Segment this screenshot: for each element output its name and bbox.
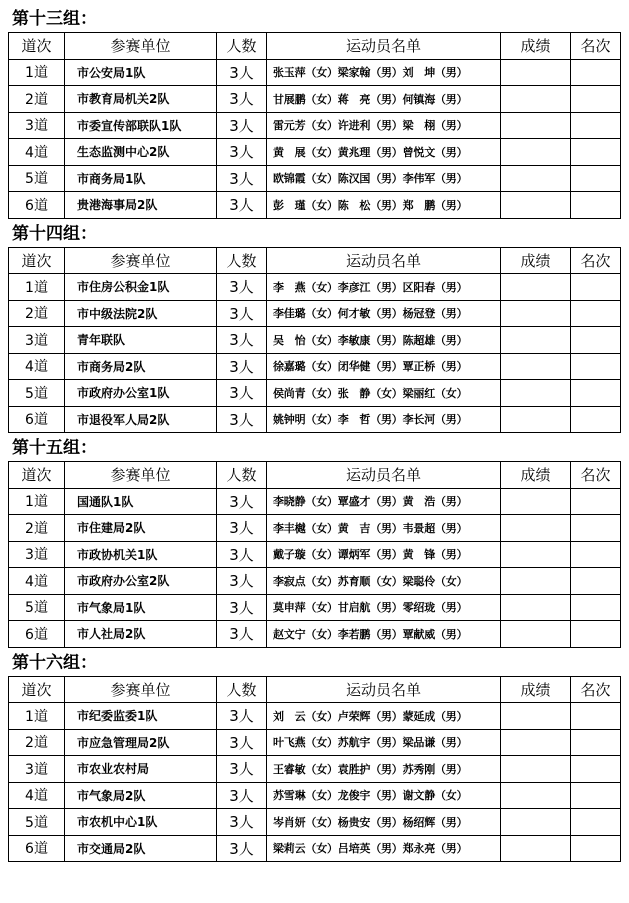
header-rank: 名次 bbox=[571, 676, 621, 703]
count-cell: 3人 bbox=[217, 139, 267, 166]
result-cell bbox=[501, 729, 571, 756]
unit-cell: 生态监测中心2队 bbox=[65, 139, 217, 166]
result-cell bbox=[501, 703, 571, 730]
rank-cell bbox=[571, 327, 621, 354]
table-row bbox=[9, 139, 621, 166]
header-result: 成绩 bbox=[501, 462, 571, 489]
table-row bbox=[9, 541, 621, 568]
athletes-cell: 甘展鹏（女）蒋 亮（男）何镇海（男） bbox=[267, 86, 501, 113]
result-cell bbox=[501, 327, 571, 354]
header-rank: 名次 bbox=[571, 247, 621, 274]
count-cell: 3人 bbox=[217, 112, 267, 139]
count-cell: 3人 bbox=[217, 406, 267, 433]
athletes-cell: 李寂点（女）苏育顺（女）梁聪伶（女） bbox=[267, 568, 501, 595]
header-row bbox=[9, 247, 621, 274]
result-cell bbox=[501, 756, 571, 783]
rank-cell bbox=[571, 809, 621, 836]
count-cell: 3人 bbox=[217, 327, 267, 354]
header-athletes: 运动员名单 bbox=[267, 676, 501, 703]
count-cell: 3人 bbox=[217, 756, 267, 783]
result-cell bbox=[501, 809, 571, 836]
table-row bbox=[9, 756, 621, 783]
count-cell: 3人 bbox=[217, 274, 267, 301]
header-count: 人数 bbox=[217, 247, 267, 274]
count-cell: 3人 bbox=[217, 515, 267, 542]
table-row bbox=[9, 406, 621, 433]
table-row bbox=[9, 274, 621, 301]
count-cell: 3人 bbox=[217, 835, 267, 862]
athletes-cell: 姚钟明（女）李 哲（男）李长河（男） bbox=[267, 406, 501, 433]
count-cell: 3人 bbox=[217, 594, 267, 621]
group-title: 第十四组： bbox=[12, 223, 97, 244]
unit-cell: 市交通局2队 bbox=[65, 835, 217, 862]
result-cell bbox=[501, 86, 571, 113]
athletes-cell: 梁莉云（女）吕培英（男）郑永亮（男） bbox=[267, 835, 501, 862]
unit-cell: 市气象局2队 bbox=[65, 782, 217, 809]
lane-cell: 2道 bbox=[9, 729, 65, 756]
athletes-cell: 莫申萍（女）甘启航（男）零绍珑（男） bbox=[267, 594, 501, 621]
athletes-cell: 赵文宁（女）李若鹏（男）覃献威（男） bbox=[267, 621, 501, 648]
table-row bbox=[9, 782, 621, 809]
count-cell: 3人 bbox=[217, 621, 267, 648]
group-title: 第十六组： bbox=[12, 652, 97, 673]
rank-cell bbox=[571, 380, 621, 407]
unit-cell: 市商务局1队 bbox=[65, 165, 217, 192]
result-cell bbox=[501, 488, 571, 515]
header-athletes: 运动员名单 bbox=[267, 247, 501, 274]
header-count: 人数 bbox=[217, 462, 267, 489]
athletes-cell: 徐嘉璐（女）闭华健（男）覃正桥（男） bbox=[267, 353, 501, 380]
result-cell bbox=[501, 568, 571, 595]
header-athletes: 运动员名单 bbox=[267, 33, 501, 60]
unit-cell: 市人社局2队 bbox=[65, 621, 217, 648]
lane-cell: 3道 bbox=[9, 327, 65, 354]
count-cell: 3人 bbox=[217, 59, 267, 86]
result-cell bbox=[501, 112, 571, 139]
athletes-cell: 欧锦霞（女）陈汉国（男）李伟军（男） bbox=[267, 165, 501, 192]
unit-cell: 市纪委监委1队 bbox=[65, 703, 217, 730]
lane-cell: 4道 bbox=[9, 782, 65, 809]
group-table bbox=[8, 247, 621, 434]
rank-cell bbox=[571, 165, 621, 192]
count-cell: 3人 bbox=[217, 86, 267, 113]
rank-cell bbox=[571, 568, 621, 595]
count-cell: 3人 bbox=[217, 809, 267, 836]
group-table bbox=[8, 676, 621, 863]
header-unit: 参赛单位 bbox=[65, 247, 217, 274]
athletes-cell: 李佳璐（女）何才敏（男）杨冠登（男） bbox=[267, 300, 501, 327]
header-lane: 道次 bbox=[9, 676, 65, 703]
lane-cell: 2道 bbox=[9, 86, 65, 113]
unit-cell: 市气象局1队 bbox=[65, 594, 217, 621]
rank-cell bbox=[571, 139, 621, 166]
table-row bbox=[9, 86, 621, 113]
table-row bbox=[9, 112, 621, 139]
group-title: 第十三组： bbox=[12, 9, 97, 29]
athletes-cell: 戴子璇（女）谭炳军（男）黄 锋（男） bbox=[267, 541, 501, 568]
result-cell bbox=[501, 274, 571, 301]
athletes-cell: 苏雪琳（女）龙俊宇（男）谢文静（女） bbox=[267, 782, 501, 809]
lane-cell: 6道 bbox=[9, 192, 65, 219]
header-lane: 道次 bbox=[9, 33, 65, 60]
table-row bbox=[9, 568, 621, 595]
result-cell bbox=[501, 621, 571, 648]
lane-cell: 3道 bbox=[9, 541, 65, 568]
result-cell bbox=[501, 300, 571, 327]
header-rank: 名次 bbox=[571, 462, 621, 489]
header-row bbox=[9, 33, 621, 60]
table-row bbox=[9, 515, 621, 542]
unit-cell: 市中级法院2队 bbox=[65, 300, 217, 327]
table-row bbox=[9, 809, 621, 836]
count-cell: 3人 bbox=[217, 488, 267, 515]
unit-cell: 市应急管理局2队 bbox=[65, 729, 217, 756]
table-row bbox=[9, 380, 621, 407]
header-unit: 参赛单位 bbox=[65, 676, 217, 703]
header-row bbox=[9, 462, 621, 489]
header-count: 人数 bbox=[217, 33, 267, 60]
count-cell: 3人 bbox=[217, 568, 267, 595]
schedule-page bbox=[8, 4, 620, 862]
table-row bbox=[9, 594, 621, 621]
lane-cell: 1道 bbox=[9, 59, 65, 86]
count-cell: 3人 bbox=[217, 541, 267, 568]
result-cell bbox=[501, 59, 571, 86]
lane-cell: 6道 bbox=[9, 621, 65, 648]
lane-cell: 4道 bbox=[9, 139, 65, 166]
header-lane: 道次 bbox=[9, 462, 65, 489]
lane-cell: 5道 bbox=[9, 594, 65, 621]
group-table bbox=[8, 32, 621, 219]
result-cell bbox=[501, 782, 571, 809]
rank-cell bbox=[571, 300, 621, 327]
athletes-cell: 黄 展（女）黄兆理（男）曾悦文（男） bbox=[267, 139, 501, 166]
rank-cell bbox=[571, 406, 621, 433]
rank-cell bbox=[571, 515, 621, 542]
rank-cell bbox=[571, 353, 621, 380]
count-cell: 3人 bbox=[217, 380, 267, 407]
athletes-cell: 张玉萍（女）梁家翰（男）刘 坤（男） bbox=[267, 59, 501, 86]
unit-cell: 市政府办公室2队 bbox=[65, 568, 217, 595]
unit-cell: 市农业农村局 bbox=[65, 756, 217, 783]
athletes-cell: 叶飞燕（女）苏航宇（男）梁品谦（男） bbox=[267, 729, 501, 756]
table-row bbox=[9, 165, 621, 192]
header-result: 成绩 bbox=[501, 247, 571, 274]
rank-cell bbox=[571, 594, 621, 621]
header-lane: 道次 bbox=[9, 247, 65, 274]
lane-cell: 2道 bbox=[9, 515, 65, 542]
athletes-cell: 李丰樾（女）黄 吉（男）韦景超（男） bbox=[267, 515, 501, 542]
unit-cell: 市公安局1队 bbox=[65, 59, 217, 86]
result-cell bbox=[501, 192, 571, 219]
result-cell bbox=[501, 353, 571, 380]
table-row bbox=[9, 488, 621, 515]
unit-cell: 国通队1队 bbox=[65, 488, 217, 515]
rank-cell bbox=[571, 729, 621, 756]
header-athletes: 运动员名单 bbox=[267, 462, 501, 489]
lane-cell: 5道 bbox=[9, 809, 65, 836]
athletes-cell: 李 燕（女）李彦江（男）区阳春（男） bbox=[267, 274, 501, 301]
table-row bbox=[9, 327, 621, 354]
lane-cell: 5道 bbox=[9, 165, 65, 192]
count-cell: 3人 bbox=[217, 165, 267, 192]
lane-cell: 4道 bbox=[9, 353, 65, 380]
lane-cell: 1道 bbox=[9, 703, 65, 730]
athletes-cell: 李晓静（女）覃盛才（男）黄 浩（男） bbox=[267, 488, 501, 515]
rank-cell bbox=[571, 541, 621, 568]
unit-cell: 青年联队 bbox=[65, 327, 217, 354]
athletes-cell: 吴 怡（女）李敏康（男）陈超雄（男） bbox=[267, 327, 501, 354]
count-cell: 3人 bbox=[217, 353, 267, 380]
unit-cell: 市住房公积金1队 bbox=[65, 274, 217, 301]
header-count: 人数 bbox=[217, 676, 267, 703]
result-cell bbox=[501, 165, 571, 192]
result-cell bbox=[501, 515, 571, 542]
rank-cell bbox=[571, 782, 621, 809]
rank-cell bbox=[571, 621, 621, 648]
unit-cell: 市委宣传部联队1队 bbox=[65, 112, 217, 139]
rank-cell bbox=[571, 703, 621, 730]
lane-cell: 1道 bbox=[9, 274, 65, 301]
table-row bbox=[9, 353, 621, 380]
table-row bbox=[9, 192, 621, 219]
result-cell bbox=[501, 835, 571, 862]
header-unit: 参赛单位 bbox=[65, 33, 217, 60]
rank-cell bbox=[571, 756, 621, 783]
result-cell bbox=[501, 139, 571, 166]
table-row bbox=[9, 703, 621, 730]
count-cell: 3人 bbox=[217, 782, 267, 809]
athletes-cell: 刘 云（女）卢荣辉（男）蒙延成（男） bbox=[267, 703, 501, 730]
athletes-cell: 侯尚青（女）张 静（女）梁丽红（女） bbox=[267, 380, 501, 407]
table-row bbox=[9, 621, 621, 648]
group-title: 第十五组： bbox=[12, 438, 97, 458]
athletes-cell: 王睿敏（女）袁胜护（男）苏秀刚（男） bbox=[267, 756, 501, 783]
lane-cell: 3道 bbox=[9, 756, 65, 783]
rank-cell bbox=[571, 488, 621, 515]
rank-cell bbox=[571, 112, 621, 139]
count-cell: 3人 bbox=[217, 703, 267, 730]
rank-cell bbox=[571, 274, 621, 301]
result-cell bbox=[501, 406, 571, 433]
table-row bbox=[9, 835, 621, 862]
result-cell bbox=[501, 541, 571, 568]
group-table bbox=[8, 461, 621, 648]
header-row bbox=[9, 676, 621, 703]
lane-cell: 4道 bbox=[9, 568, 65, 595]
unit-cell: 市退役军人局2队 bbox=[65, 406, 217, 433]
header-rank: 名次 bbox=[571, 33, 621, 60]
result-cell bbox=[501, 594, 571, 621]
unit-cell: 市教育局机关2队 bbox=[65, 86, 217, 113]
unit-cell: 市农机中心1队 bbox=[65, 809, 217, 836]
table-row bbox=[9, 59, 621, 86]
lane-cell: 5道 bbox=[9, 380, 65, 407]
lane-cell: 1道 bbox=[9, 488, 65, 515]
athletes-cell: 彭 瑾（女）陈 松（男）郑 鹏（男） bbox=[267, 192, 501, 219]
table-row bbox=[9, 729, 621, 756]
unit-cell: 市政府办公室1队 bbox=[65, 380, 217, 407]
header-result: 成绩 bbox=[501, 676, 571, 703]
unit-cell: 贵港海事局2队 bbox=[65, 192, 217, 219]
count-cell: 3人 bbox=[217, 300, 267, 327]
lane-cell: 6道 bbox=[9, 835, 65, 862]
lane-cell: 3道 bbox=[9, 112, 65, 139]
athletes-cell: 雷元芳（女）许进利（男）梁 栩（男） bbox=[267, 112, 501, 139]
count-cell: 3人 bbox=[217, 729, 267, 756]
result-cell bbox=[501, 380, 571, 407]
unit-cell: 市商务局2队 bbox=[65, 353, 217, 380]
rank-cell bbox=[571, 835, 621, 862]
unit-cell: 市政协机关1队 bbox=[65, 541, 217, 568]
table-row bbox=[9, 300, 621, 327]
lane-cell: 2道 bbox=[9, 300, 65, 327]
unit-cell: 市住建局2队 bbox=[65, 515, 217, 542]
rank-cell bbox=[571, 192, 621, 219]
header-result: 成绩 bbox=[501, 33, 571, 60]
rank-cell bbox=[571, 86, 621, 113]
rank-cell bbox=[571, 59, 621, 86]
header-unit: 参赛单位 bbox=[65, 462, 217, 489]
count-cell: 3人 bbox=[217, 192, 267, 219]
lane-cell: 6道 bbox=[9, 406, 65, 433]
athletes-cell: 岑肖妍（女）杨贵安（男）杨绍辉（男） bbox=[267, 809, 501, 836]
